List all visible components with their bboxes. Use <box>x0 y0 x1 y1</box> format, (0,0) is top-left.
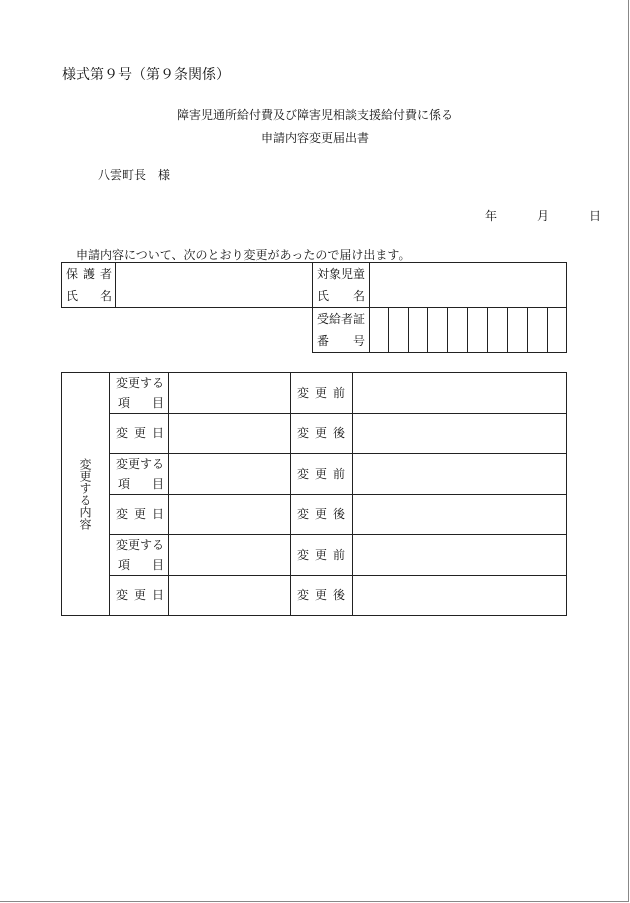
date-year-label: 年 <box>485 209 498 223</box>
change-item-field[interactable] <box>169 373 290 413</box>
change-date-label: 変 更 日 <box>116 507 164 521</box>
guardian-name-field[interactable] <box>116 263 312 307</box>
change-after-label: 変 更 後 <box>297 426 345 440</box>
date-day-label: 日 <box>589 209 602 223</box>
change-before-field[interactable] <box>353 535 566 575</box>
change-content-side-label: 変更する内容 <box>78 458 92 530</box>
change-date-field[interactable] <box>169 414 290 453</box>
child-name-field[interactable] <box>370 263 566 307</box>
change-before-label: 変 更 前 <box>297 548 345 562</box>
date-month-label: 月 <box>537 209 550 223</box>
change-item-label: 変更する 項 目 <box>116 538 165 572</box>
certificate-number-field[interactable] <box>370 308 566 352</box>
change-after-label: 変 更 後 <box>297 507 345 521</box>
certificate-number-label: 受給者証 番 号 <box>317 312 366 348</box>
guardian-name-label: 保 護 者 氏 名 <box>66 267 112 303</box>
applicant-info-table <box>61 262 567 353</box>
change-date-field[interactable] <box>169 576 290 615</box>
change-details-table <box>61 372 567 616</box>
change-before-field[interactable] <box>353 454 566 494</box>
change-item-field[interactable] <box>169 454 290 494</box>
change-date-field[interactable] <box>169 495 290 534</box>
addressee: 八雲町長 様 <box>98 168 171 182</box>
change-date-label: 変 更 日 <box>116 588 164 602</box>
form-title-line-1: 障害児通所給付費及び障害児相談支援給付費に係る <box>176 108 453 122</box>
form-title-line-2: 申請内容変更届出書 <box>260 131 369 145</box>
change-after-field[interactable] <box>353 576 566 615</box>
child-name-label: 対象児童 氏 名 <box>317 267 366 303</box>
date-line <box>485 207 601 224</box>
change-item-label: 変更する 項 目 <box>116 376 165 410</box>
change-item-label: 変更する 項 目 <box>116 457 165 491</box>
change-after-field[interactable] <box>353 414 566 453</box>
intro-text: 申請内容について、次のとおり変更があったので届け出ます。 <box>76 248 411 262</box>
change-after-label: 変 更 後 <box>297 588 345 602</box>
change-item-field[interactable] <box>169 535 290 575</box>
change-before-label: 変 更 前 <box>297 386 345 400</box>
change-date-label: 変 更 日 <box>116 426 164 440</box>
change-after-field[interactable] <box>353 495 566 534</box>
change-before-label: 変 更 前 <box>297 467 345 481</box>
form-number: 様式第９号（第９条関係） <box>62 67 230 83</box>
change-before-field[interactable] <box>353 373 566 413</box>
